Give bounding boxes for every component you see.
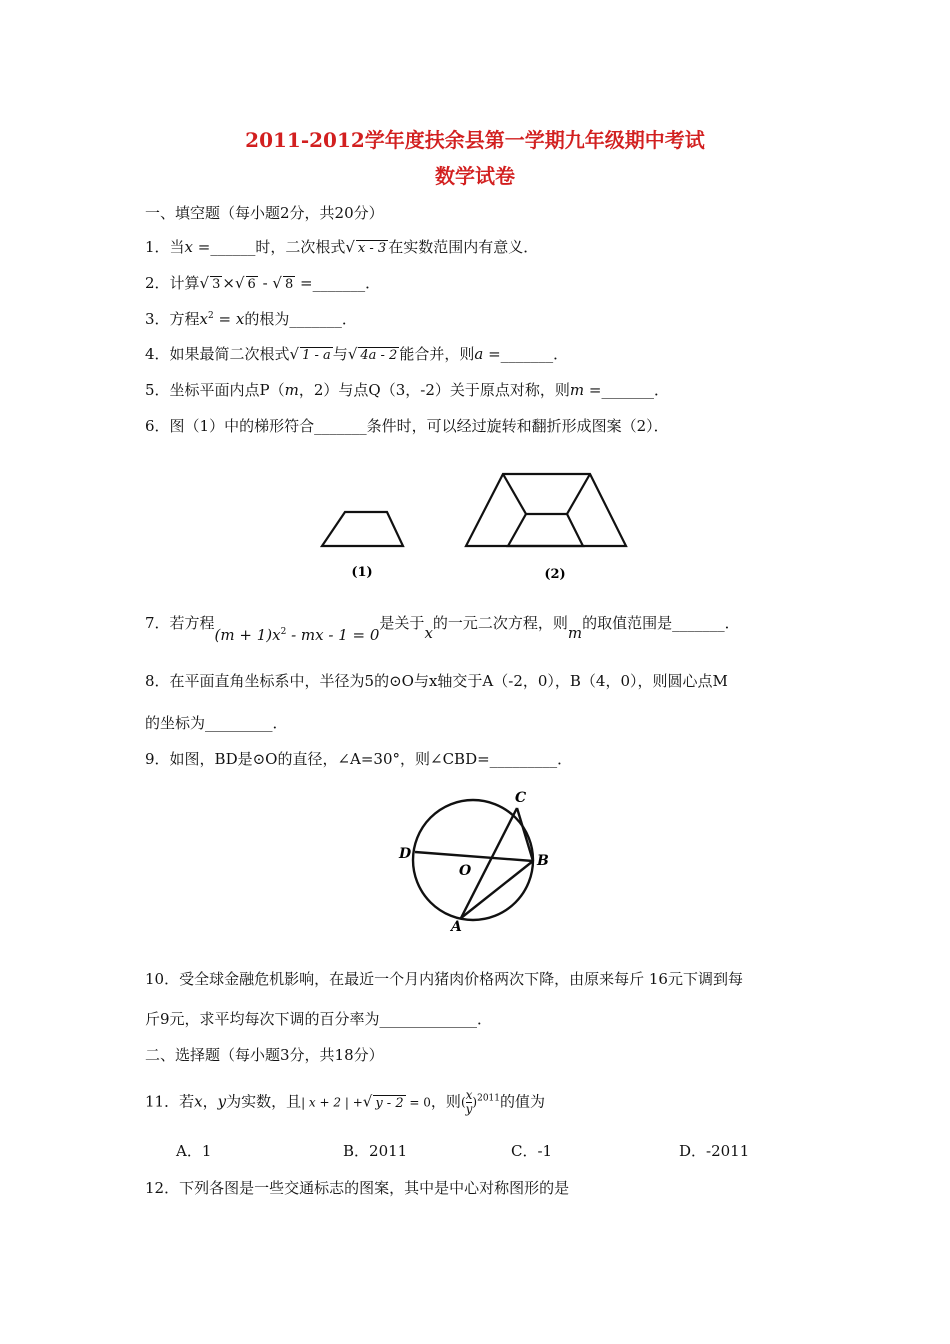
exam-subtitle: 数学试卷 <box>435 164 515 188</box>
point-label-o: O <box>459 863 472 879</box>
question-4: 4．如果最简二次根式√ 1 - a 与√ 4a - 2 能合并，则a =_______． <box>145 345 569 363</box>
section-1-heading: 一、填空题（每小题2分，共20分） <box>145 204 384 222</box>
question-2: 2．计算√ 3 ×√ 6 - √ 8 =_______． <box>145 274 381 292</box>
q11-option-a: A．1 <box>176 1142 212 1160</box>
question-1: 1．当x =______时，二次根式√ x - 3 在实数范围内有意义． <box>145 238 539 256</box>
question-6: 6．图（1）中的梯形符合_______条件时，可以经过旋转和翻折形成图案（2）． <box>145 417 669 435</box>
circle-figure <box>395 788 560 936</box>
q11-option-c: C．-1 <box>511 1142 553 1160</box>
question-8-line2: 的坐标为_________． <box>145 714 288 732</box>
q11-option-b: B．2011 <box>343 1142 408 1160</box>
q11-option-d: D．-2011 <box>679 1142 750 1160</box>
question-10-line2: 斤9元，求平均每次下调的百分率为_____________． <box>145 1010 493 1028</box>
question-12: 12．下列各图是一些交通标志的图案，其中是中心对称图形的是 <box>145 1179 570 1197</box>
question-5: 5．坐标平面内点P（m，2）与点Q（3，-2）关于原点对称，则m =_______． <box>145 381 669 399</box>
figure-label-1: (1) <box>351 565 373 580</box>
trapezoid-small <box>322 512 403 546</box>
point-label-d: D <box>399 846 412 862</box>
point-label-b: B <box>537 853 549 869</box>
point-label-c: C <box>515 790 527 806</box>
figure-label-2: (2) <box>544 567 566 582</box>
question-9: 9．如图，BD是⊙O的直径，∠A=30°，则∠CBD=_________． <box>145 750 573 768</box>
question-7: 7．若方程$(m + 1)x^2$ - mx - 1 = 0是关于x的一元二次方程，则m的取值范围是_______． <box>145 614 740 644</box>
section-2-heading: 二、选择题（每小题3分，共18分） <box>145 1046 384 1064</box>
trapezoid-outer <box>466 474 626 546</box>
question-8-line1: 8．在平面直角坐标系中，半径为5的⊙O与x轴交于A（-2，0），B（4，0），则圆心点M <box>145 672 728 690</box>
exam-title: 2011-2012学年度扶余县第一学期九年级期中考试 <box>245 128 705 152</box>
question-11: 11．若x，y为实数，且| x + 2 | +√ y - 2 = 0，则( $\frac{x}{y}$ )$^{2011}$的值为 <box>145 1088 546 1116</box>
question-3: 3．方程$x^2 = x$的根为_______． <box>145 310 357 328</box>
question-10-line1: 10．受全球金融危机影响，在最近一个月内猪肉价格两次下降，由原来每斤 16元下调到每 <box>145 970 743 988</box>
point-label-a: A <box>451 919 462 935</box>
trapezoid-figures <box>310 462 640 587</box>
